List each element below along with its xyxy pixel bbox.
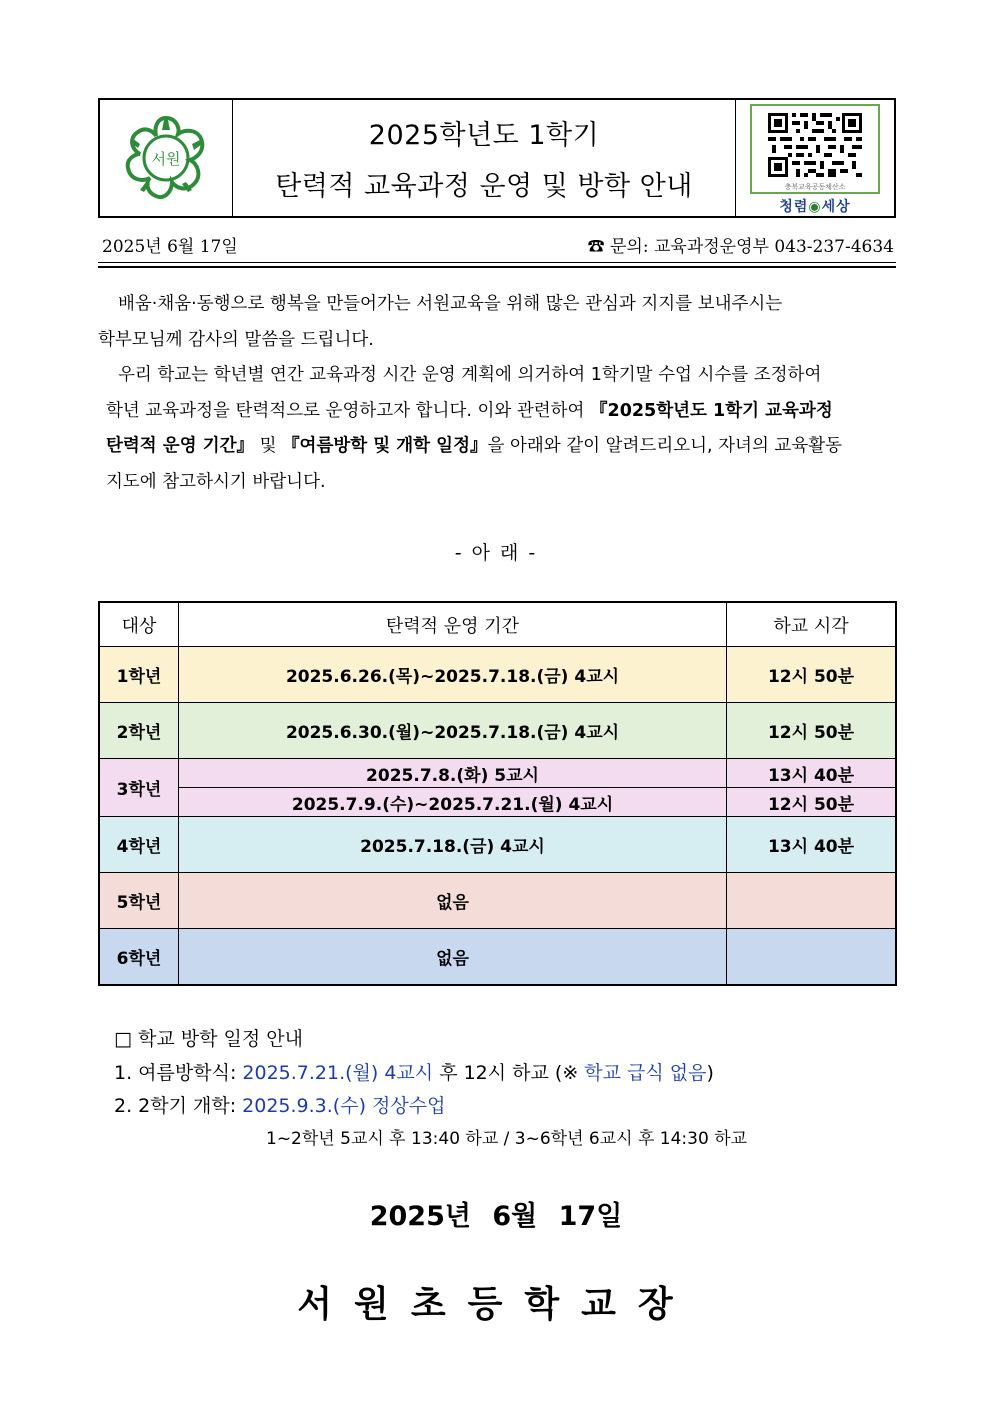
item2-label: 2. 2학기 개학:: [114, 1095, 243, 1117]
grade-cell: 3학년: [99, 759, 179, 817]
slogan-part-1: 청렴: [779, 199, 809, 215]
flexible-schedule-table: [98, 601, 897, 986]
period-cell: 2025.6.26.(목)~2025.7.18.(금) 4교시: [179, 647, 727, 703]
table-row: [99, 788, 896, 817]
table-row: [99, 759, 896, 788]
slogan-emblem-icon: ◉: [808, 199, 822, 215]
slogan-part-2: 세상: [821, 199, 851, 215]
divider-thin: [98, 262, 896, 263]
vacation-item-2-detail: 1~2학년 5교시 후 13:40 하교 / 3~6학년 6교시 후 14:30 하교: [266, 1129, 748, 1149]
school-emblem-icon: [114, 112, 218, 204]
issue-date: 2025년 6월 17일: [102, 237, 238, 257]
title-line-2: 탄력적 교육과정 운영 및 방학 안내: [275, 171, 693, 202]
notice-line-1: 우리 학교는 학년별 연간 교육과정 시간 운영 계획에 의거하여 1학기말 수업 시수를 조정하여: [118, 365, 822, 385]
time-cell: 12시 50분: [727, 788, 897, 817]
table-row: [99, 703, 896, 759]
table-row: [99, 873, 896, 929]
vacation-item-1: [114, 1058, 714, 1085]
integrity-slogan: [779, 196, 850, 216]
header-dismissal-time: 하교 시각: [727, 602, 897, 647]
time-cell: 12시 50분: [727, 647, 897, 703]
header-period: 탄력적 운영 기간: [179, 602, 727, 647]
qr-code-icon[interactable]: [760, 109, 870, 181]
date-contact-line: [98, 232, 896, 256]
table-header-row: [99, 602, 896, 647]
item2-date: 2025.9.3.(수) 정상수업: [242, 1095, 446, 1117]
vacation-heading: □ 학교 방학 일정 안내: [114, 1028, 303, 1050]
principal-signature: 서원초등학교장: [297, 1284, 695, 1325]
title-cell: [233, 100, 736, 216]
item1-note: 학교 급식 없음: [584, 1062, 707, 1084]
item1-label: 1. 여름방학식:: [114, 1062, 243, 1084]
section-heading-arae: - 아 래 -: [454, 542, 538, 564]
period-cell: 2025.6.30.(월)~2025.7.18.(금) 4교시: [179, 703, 727, 759]
qr-caption: 충북교육공동체산소: [784, 182, 846, 191]
notice-line-4: 지도에 참고하시기 바랍니다.: [106, 471, 326, 492]
notice-line-3b: 및: [254, 436, 283, 456]
notice-line-2a: 학년 교육과정을 탄력적으로 운영하고자 합니다. 이와 관련하여: [106, 400, 591, 421]
period-cell: 2025.7.8.(화) 5교시: [179, 759, 727, 788]
period-cell: 없음: [179, 873, 727, 929]
greeting-line-2: 학부모님께 감사의 말씀을 드립니다.: [98, 329, 374, 350]
table-row: [99, 647, 896, 703]
period-cell: 2025.7.9.(수)~2025.7.21.(월) 4교시: [179, 788, 727, 817]
title-line-1: 2025학년도 1학기: [368, 120, 600, 151]
notice-paragraph: [98, 358, 898, 500]
notice-line-3c: 『여름방학 및 개학 일정』: [282, 436, 488, 456]
period-cell: 2025.7.18.(금) 4교시: [179, 817, 727, 873]
period-cell: 없음: [179, 929, 727, 986]
grade-cell: 1학년: [99, 647, 179, 703]
notice-line-2: [98, 394, 898, 430]
vacation-item-2: [114, 1091, 445, 1118]
grade-cell: 5학년: [99, 873, 179, 929]
grade-cell: 4학년: [99, 817, 179, 873]
notice-line-3d: 을 아래와 같이 알려드리오니, 자녀의 교육활동: [487, 436, 843, 456]
time-cell: 13시 40분: [727, 817, 897, 873]
time-cell: [727, 929, 897, 986]
logo-text: 서원: [151, 150, 181, 168]
document-header: [98, 98, 896, 218]
qr-cell: [736, 100, 894, 216]
time-cell: [727, 873, 897, 929]
footer-date: 2025년 6월 17일: [369, 1201, 623, 1232]
table-row: [99, 929, 896, 986]
item1-end: ): [706, 1062, 714, 1084]
qr-frame: [750, 104, 880, 194]
time-cell: 12시 50분: [727, 703, 897, 759]
greeting-paragraph: [98, 287, 898, 358]
greeting-line-1: 배움·채움·동행으로 행복을 만들어가는 서원교육을 위해 많은 관심과 지지를 보내주시는: [118, 294, 783, 314]
notice-line-2b: 『2025학년도 1학기 교육과정: [590, 400, 833, 421]
table-row: [99, 817, 896, 873]
item1-date: 2025.7.21.(월) 4교시: [242, 1062, 434, 1084]
notice-line-3: [98, 429, 898, 465]
item1-mid: 후 12시 하교 (※: [433, 1062, 585, 1084]
divider-thick: [98, 266, 896, 268]
school-logo-cell: [100, 100, 233, 216]
time-cell: 13시 40분: [727, 759, 897, 788]
header-target: 대상: [99, 602, 179, 647]
notice-line-3a: 탄력적 운영 기간』: [106, 436, 255, 456]
grade-cell: 6학년: [99, 929, 179, 986]
contact-info: ☎ 문의: 교육과정운영부 043-237-4634: [587, 237, 894, 257]
grade-cell: 2학년: [99, 703, 179, 759]
